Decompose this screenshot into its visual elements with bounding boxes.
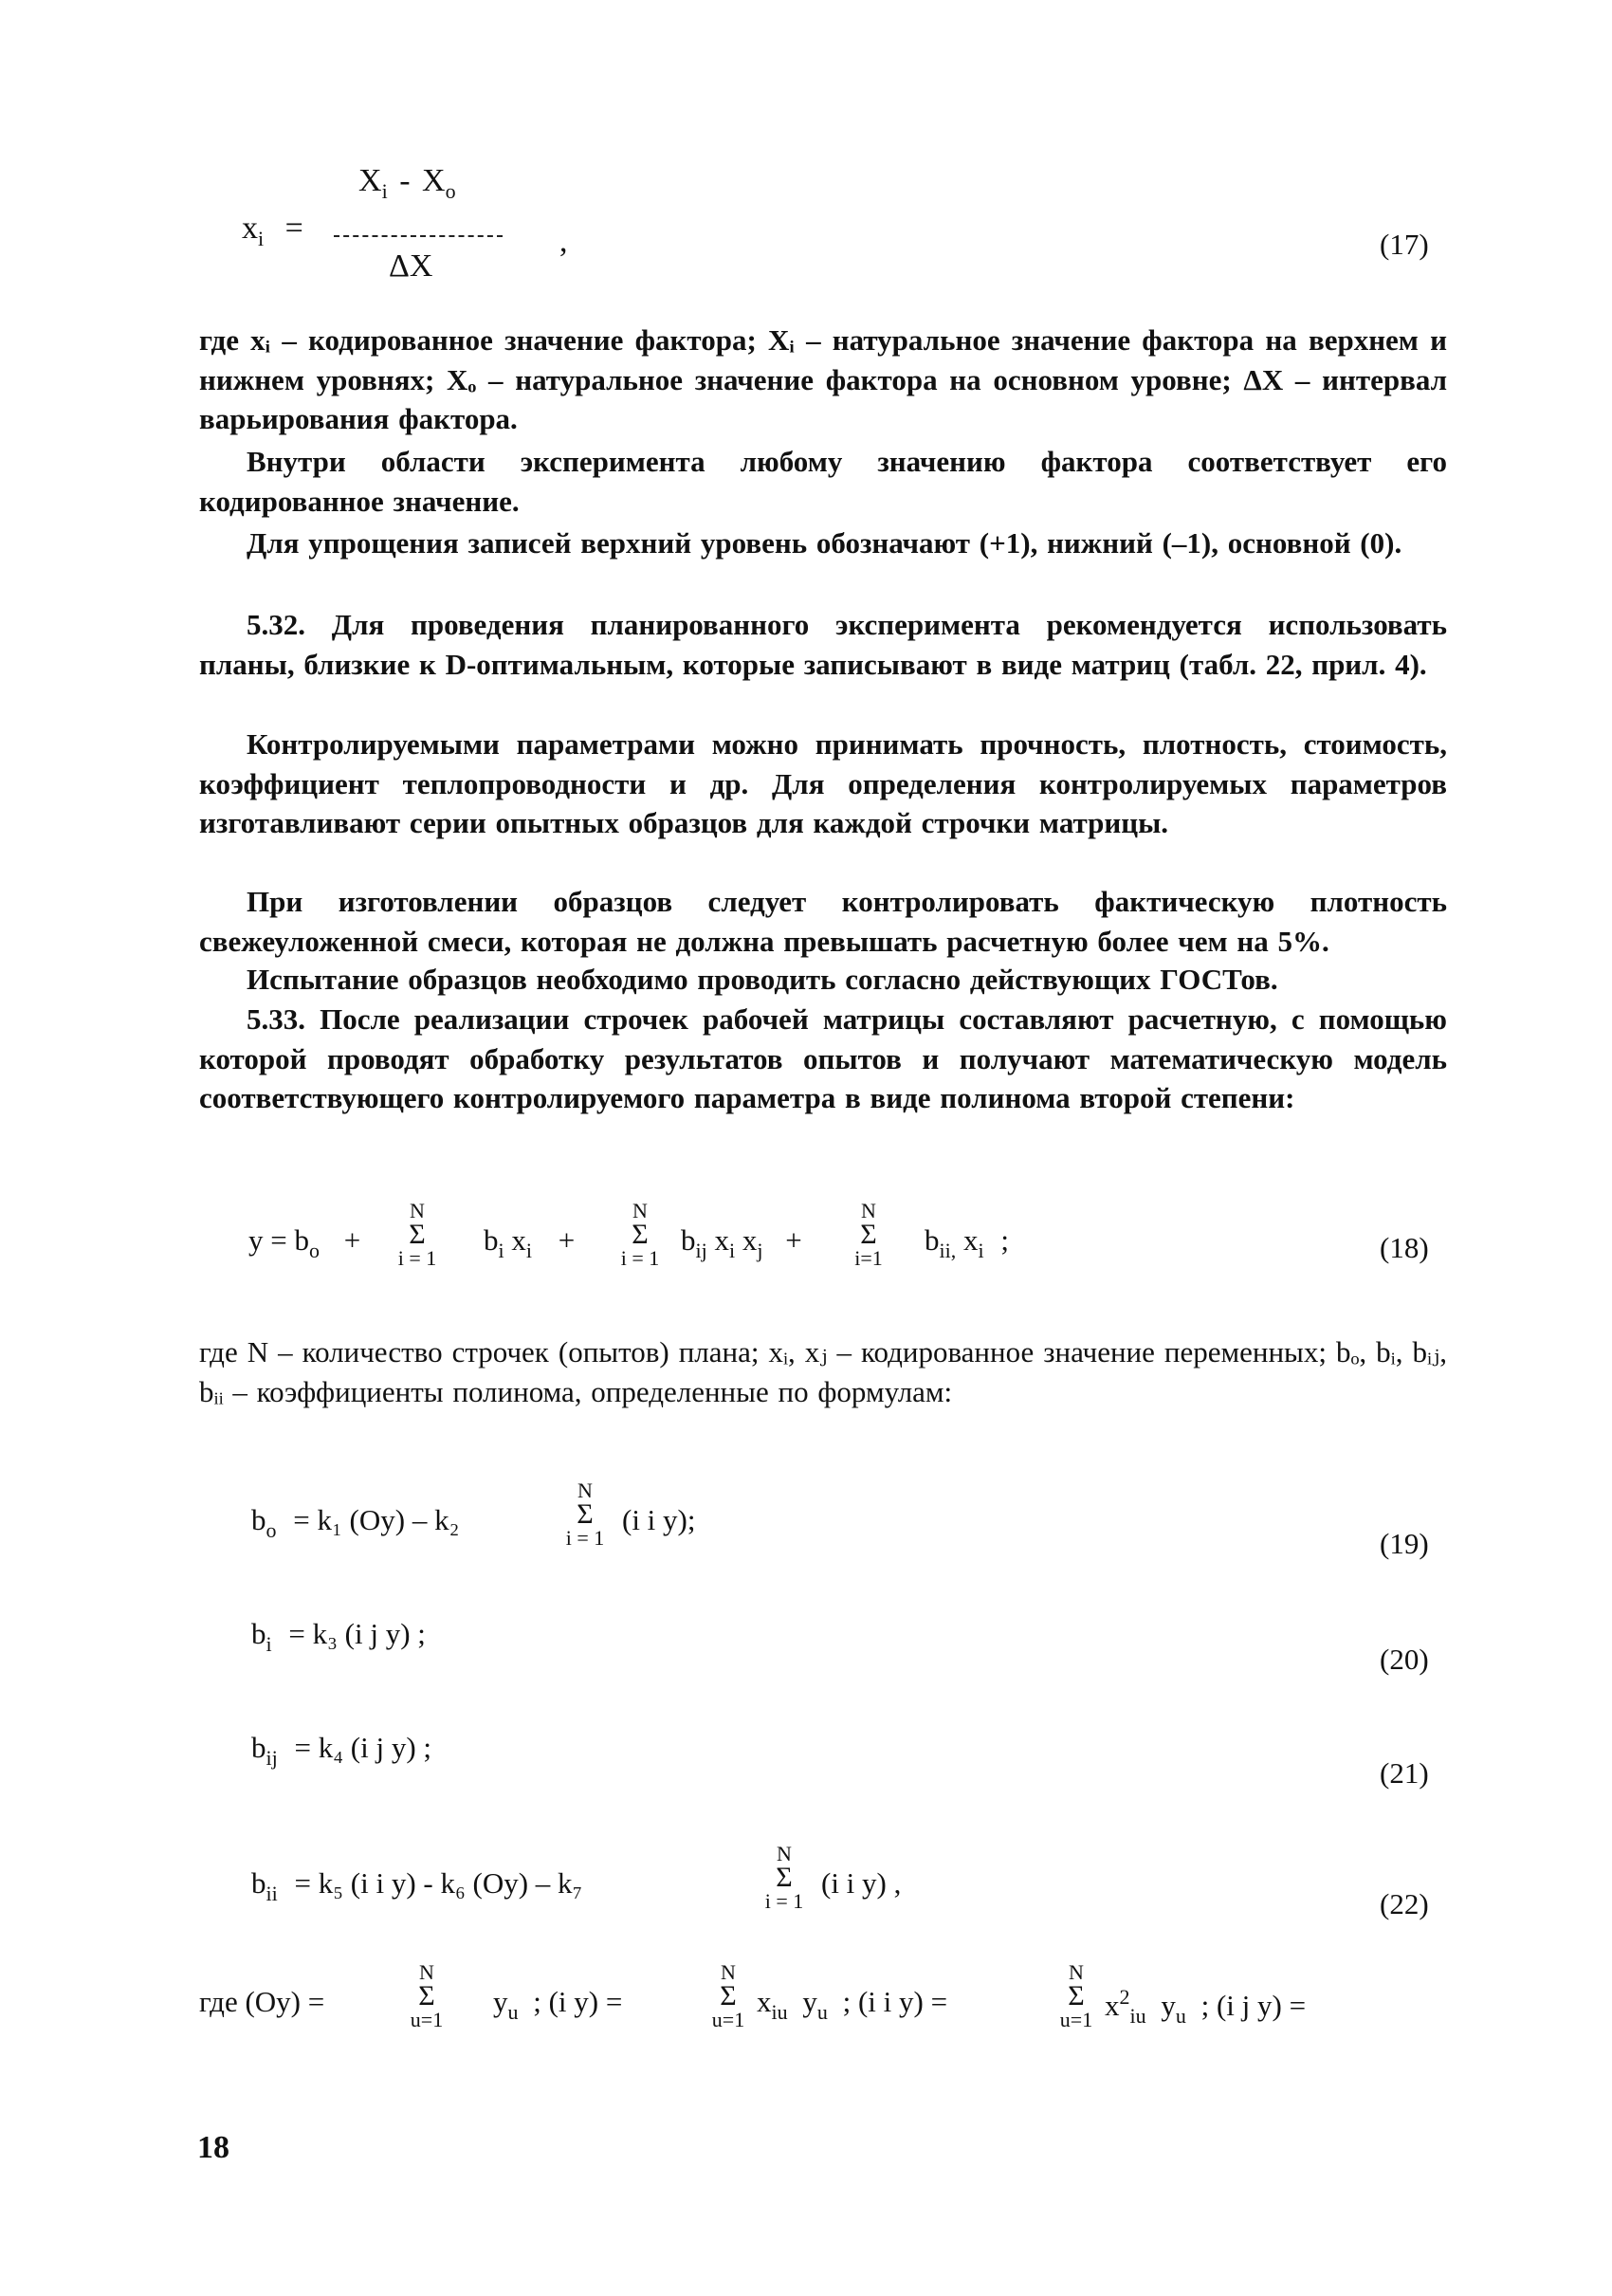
- eq22-formula: $b_{ii} = k_5$ (i i y) - k₆ (Oy) – k₇: [251, 1866, 583, 1905]
- eq19-sum: N Σ i = 1: [565, 1479, 605, 1550]
- eq20-number: (20): [1380, 1643, 1429, 1676]
- eq18-term-2: $b_{ij}$ $x_i$ $x_j$ +: [681, 1223, 802, 1262]
- eq23-part-1: $y_u$ ; (i y) =: [493, 1985, 623, 2024]
- eq23-sum-2: N Σ u=1: [711, 1960, 745, 2031]
- paragraph-density-control: При изготовлении образцов следует контролировать фактическую плотность свежеуложенной смеси, которая не должна превышать расчетную более чем на 5%.: [199, 885, 1447, 958]
- eq17-numerator: $X_i - X_o$: [358, 163, 456, 203]
- eq17-lhs: $x_i$ =: [242, 211, 303, 250]
- eq18-sum-1: N Σ i = 1: [397, 1199, 437, 1270]
- eq23-sum-1: N Σ u=1: [410, 1960, 444, 2031]
- page-number: 18: [197, 2130, 229, 2165]
- eq20-formula: $b_i = k_3$ (i j y) ;: [251, 1617, 426, 1656]
- eq18-term-3: $b_{ii,}$ $x_i$ ;: [925, 1223, 1009, 1262]
- eq22-number: (22): [1380, 1887, 1429, 1920]
- eq22-sum: N Σ i = 1: [764, 1842, 804, 1913]
- eq18-term-1: $b_i$ $x_i$ +: [484, 1223, 576, 1262]
- eq22-tail: (i i y) ,: [821, 1866, 902, 1900]
- eq18-sum-3: N Σ i=1: [854, 1199, 883, 1270]
- eq19-formula: $b_o = k_1$ (Oy) – k₂: [251, 1503, 460, 1542]
- eq17-number: (17): [1380, 228, 1429, 261]
- paragraph-testing: Испытание образцов необходимо проводить согласно действующих ГОСТов.: [247, 963, 1278, 996]
- paragraph-5-32: 5.32. Для проведения планированного эксперимента рекомендуется использовать планы, близкие к D-оптимальным, которые записывают в виде матриц (табл. 22, прил. 4).: [199, 608, 1447, 681]
- eq23-part-3: $x^2_{iu}$ $y_u$ ; (i j y) =: [1105, 1985, 1307, 2028]
- paragraph-definitions: где xᵢ – кодированное значение фактора; Xᵢ – натуральное значение фактора на верхнем и нижнем уровнях; Xₒ – натуральное значение фактора на основном уровне; ΔX – интервал варьирования фактора.: [199, 323, 1447, 435]
- eq21-number: (21): [1380, 1756, 1429, 1790]
- eq17-denominator: ΔX: [389, 248, 433, 284]
- eq23-part-2: $x_{iu}$ $y_u$ ; (i i y) =: [757, 1985, 948, 2024]
- paragraph-variables: где N – количество строчек (опытов) плана; xᵢ, xⱼ – кодированное значение переменных; bₒ, bᵢ, bᵢⱼ, bᵢᵢ – коэффициенты полинома, определенные по формулам:: [199, 1335, 1447, 1408]
- paragraph-controlled-parameters: Контролируемыми параметрами можно принимать прочность, плотность, стоимость, коэффициент теплопроводности и др. Для определения контролируемых параметров изготавливают серии опытных образцов для каждой строчки матрицы.: [199, 727, 1447, 839]
- eq19-number: (19): [1380, 1527, 1429, 1560]
- eq23-sum-3: N Σ u=1: [1059, 1960, 1093, 2031]
- paragraph-levels: Для упрощения записей верхний уровень обозначают (+1), нижний (–1), основной (0).: [247, 526, 1402, 560]
- paragraph-5-33: 5.33. После реализации строчек рабочей матрицы составляют расчетную, с помощью которой проводят обработку результатов опытов и получают математическую модель соответствующего контролируемого параметра в виде полинома второй степени:: [199, 1002, 1447, 1114]
- eq23-lead: где (Oy) =: [199, 1985, 325, 2018]
- eq18-sum-2: N Σ i = 1: [620, 1199, 660, 1270]
- paragraph-coded-value: Внутри области эксперимента любому значению фактора соответствует его кодированное значение.: [199, 445, 1447, 518]
- eq21-formula: $b_{ij} = k_4$ (i j y) ;: [251, 1731, 432, 1770]
- eq18-number: (18): [1380, 1231, 1429, 1264]
- eq19-tail: (i i y);: [622, 1503, 696, 1536]
- section-number: 5.33.: [247, 1002, 305, 1036]
- section-number: 5.32.: [247, 608, 305, 641]
- eq17-comma: ,: [559, 224, 568, 259]
- eq17-fraction-bar: [334, 235, 503, 237]
- eq18-formula: $y = b_o$ +: [248, 1223, 361, 1262]
